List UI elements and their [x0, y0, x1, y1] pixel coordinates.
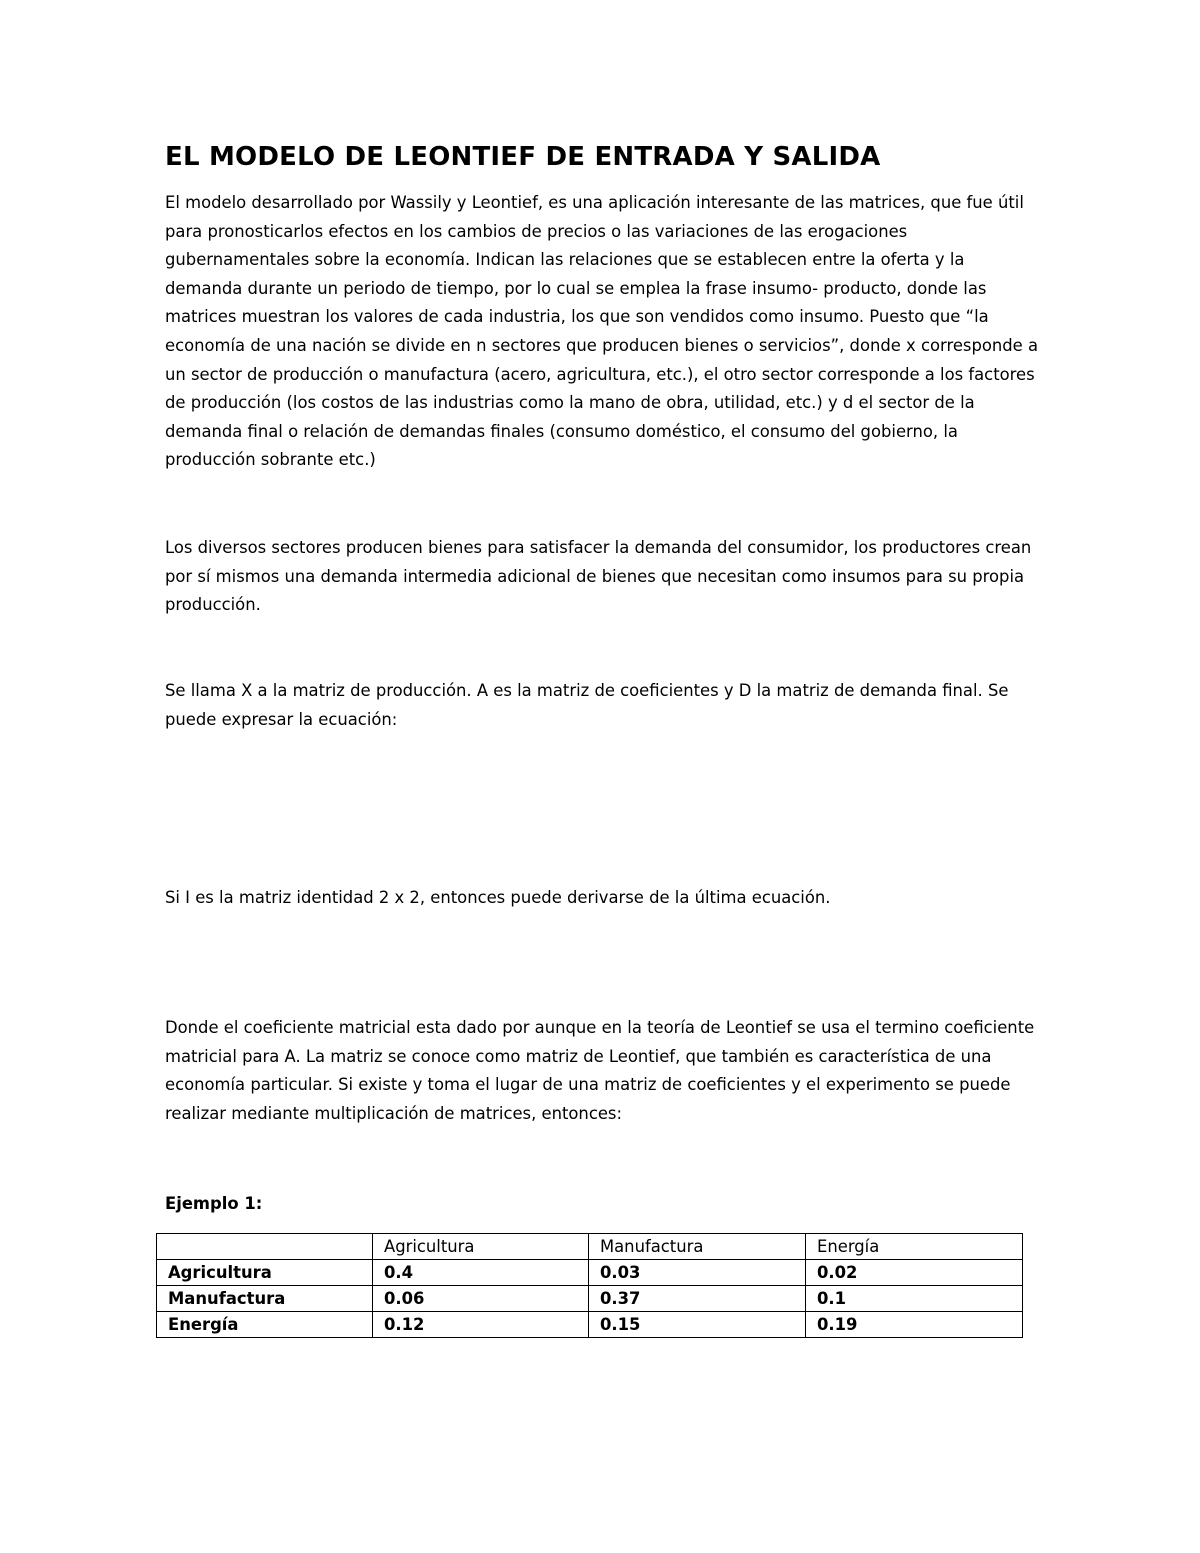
document-title: EL MODELO DE LEONTIEF DE ENTRADA Y SALIDA: [165, 142, 881, 172]
table-header-cell: Manufactura: [589, 1234, 806, 1260]
table-row-label: Agricultura: [157, 1260, 373, 1286]
table-row: [157, 1260, 1023, 1286]
paragraph-sectors: Los diversos sectores producen bienes para satisfacer la demanda del consumidor, los productores crean por sí mismos una demanda intermedia adicional de bienes que necesitan como insumos para su propia producción.: [165, 538, 1032, 615]
table-row: [157, 1286, 1023, 1312]
table-cell: 0.1: [806, 1286, 1023, 1312]
table-header-cell: [157, 1234, 373, 1260]
table-row-label: Manufactura: [157, 1286, 373, 1312]
table-cell: 0.03: [589, 1260, 806, 1286]
table-header-row: [157, 1234, 1023, 1260]
table-header-cell: Energía: [806, 1234, 1023, 1260]
table-cell: 0.37: [589, 1286, 806, 1312]
paragraph-coefficient-matrix: Donde el coeficiente matricial esta dado por aunque en la teoría de Leontief se usa el termino coeficiente matricial para A. La matriz se conoce como matriz de Leontief, que también es característica de una economía particular. Si existe y toma el lugar de una matriz de coeficientes y el experimento se puede realizar mediante multiplicación de matrices, entonces:: [165, 1018, 1035, 1123]
example-heading: Ejemplo 1:: [165, 1194, 263, 1213]
table-header-cell: Agricultura: [373, 1234, 589, 1260]
table-cell: 0.12: [373, 1312, 589, 1338]
paragraph-identity-matrix: Si I es la matriz identidad 2 x 2, entonces puede derivarse de la última ecuación.: [165, 888, 831, 907]
table-cell: 0.06: [373, 1286, 589, 1312]
paragraph-matrix-definition: Se llama X a la matriz de producción. A es la matriz de coeficientes y D la matriz de demanda final. Se puede expresar la ecuación:: [165, 681, 1009, 729]
table-row: [157, 1312, 1023, 1338]
coefficient-table: [156, 1233, 1023, 1338]
table-cell: 0.15: [589, 1312, 806, 1338]
table-cell: 0.19: [806, 1312, 1023, 1338]
paragraph-intro: El modelo desarrollado por Wassily y Leontief, es una aplicación interesante de las matrices, que fue útil para pronosticarlos efectos en los cambios de precios o las variaciones de las erogaciones gubernamentales sobre la economía. Indican las relaciones que se establecen entre la oferta y la demanda durante un periodo de tiempo, por lo cual se emplea la frase insumo- producto, donde las matrices muestran los valores de cada industria, los que son vendidos como insumo. Puesto que “la economía de una nación se divide en n sectores que producen bienes o servicios”, donde x corresponde a un sector de producción o manufactura (acero, agricultura, etc.), el otro sector corresponde a los factores de producción (los costos de las industrias como la mano de obra, utilidad, etc.) y d el sector de la demanda final o relación de demandas finales (consumo doméstico, el consumo del gobierno, la producción sobrante etc.): [165, 193, 1039, 470]
table-row-label: Energía: [157, 1312, 373, 1338]
table-cell: 0.4: [373, 1260, 589, 1286]
table-cell: 0.02: [806, 1260, 1023, 1286]
